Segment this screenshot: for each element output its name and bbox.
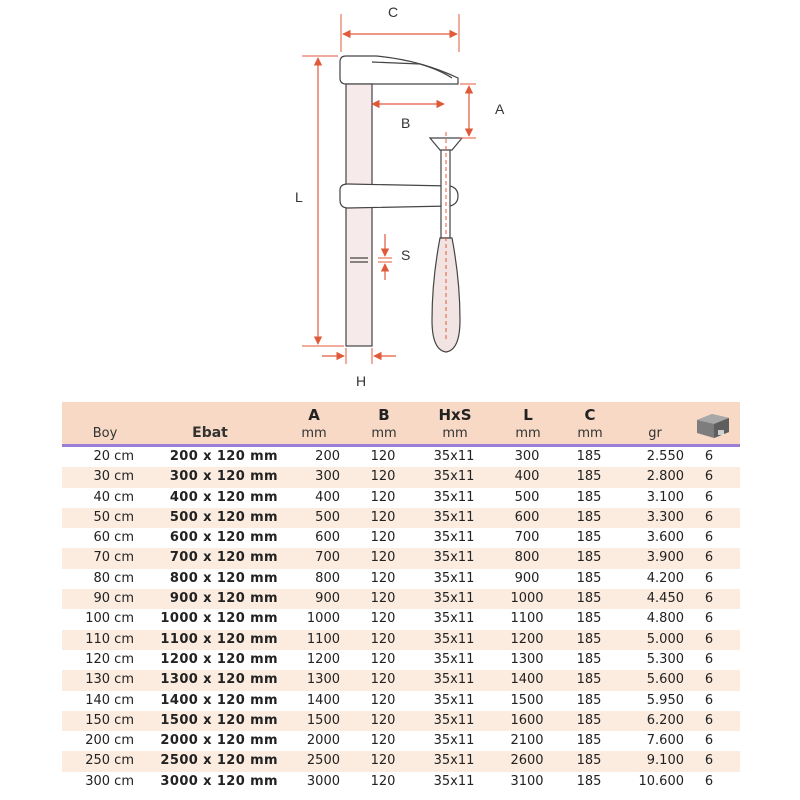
header-b-title: B bbox=[378, 406, 390, 424]
cell-hxs: 35x11 bbox=[433, 449, 475, 464]
cell-c: 185 bbox=[576, 672, 602, 688]
cell-l: 1500 bbox=[510, 692, 544, 708]
cell-c: 185 bbox=[576, 692, 602, 708]
cell-hxs: 35x11 bbox=[433, 530, 475, 546]
table-row bbox=[62, 548, 740, 568]
cell-boy: 20 cm bbox=[93, 449, 134, 464]
cell-l: 800 bbox=[514, 550, 540, 566]
cell-hxs: 35x11 bbox=[433, 651, 475, 667]
cell-gr: 7.600 bbox=[646, 733, 684, 749]
table-row bbox=[62, 589, 740, 609]
header-l-unit: mm bbox=[515, 426, 541, 441]
cell-ebat: 400 x 120 mm bbox=[169, 489, 278, 505]
cell-gr: 9.100 bbox=[646, 753, 684, 769]
cell-hxs: 35x11 bbox=[433, 631, 475, 647]
dimension-a bbox=[460, 84, 505, 138]
header-l bbox=[508, 406, 548, 443]
cell-b: 120 bbox=[370, 631, 396, 647]
cell-hxs: 35x11 bbox=[433, 570, 475, 586]
header-ebat bbox=[174, 406, 246, 443]
cell-b: 120 bbox=[370, 550, 396, 566]
cell-a: 1500 bbox=[306, 712, 340, 728]
label-c: C bbox=[388, 4, 399, 20]
cell-c: 185 bbox=[576, 530, 602, 546]
header-b-unit: mm bbox=[371, 426, 397, 441]
cell-boy: 70 cm bbox=[93, 550, 134, 566]
cell-a: 1100 bbox=[306, 631, 340, 647]
cell-l: 3100 bbox=[510, 773, 544, 789]
cell-box: 6 bbox=[704, 773, 714, 789]
label-b: B bbox=[401, 115, 411, 131]
cell-gr: 5.300 bbox=[646, 651, 684, 667]
cell-ebat: 300 x 120 mm bbox=[169, 469, 278, 485]
cell-b: 120 bbox=[370, 672, 396, 688]
table-body bbox=[62, 447, 740, 792]
header-gr bbox=[638, 406, 672, 443]
cell-l: 1300 bbox=[510, 651, 544, 667]
cell-c: 185 bbox=[576, 631, 602, 647]
cell-gr: 3.300 bbox=[646, 509, 684, 525]
cell-b: 120 bbox=[370, 712, 396, 728]
cell-boy: 300 cm bbox=[85, 773, 134, 789]
cell-box: 6 bbox=[704, 712, 714, 728]
header-gr-title bbox=[638, 406, 672, 424]
cell-hxs: 35x11 bbox=[433, 550, 475, 566]
cell-a: 200 bbox=[315, 449, 340, 464]
cell-b: 120 bbox=[370, 469, 396, 485]
cell-gr: 5.600 bbox=[646, 672, 684, 688]
table-row bbox=[62, 467, 740, 487]
cell-b: 120 bbox=[370, 753, 396, 769]
header-boy bbox=[80, 406, 130, 443]
cell-ebat: 900 x 120 mm bbox=[169, 591, 278, 607]
cell-hxs: 35x11 bbox=[433, 591, 475, 607]
cell-box: 6 bbox=[704, 672, 714, 688]
cell-l: 300 bbox=[514, 449, 540, 464]
header-ebat-title bbox=[174, 406, 246, 424]
cell-box: 6 bbox=[704, 570, 714, 586]
header-gr-unit: gr bbox=[648, 426, 662, 441]
cell-c: 185 bbox=[576, 773, 602, 789]
cell-a: 1400 bbox=[306, 692, 340, 708]
table-row bbox=[62, 772, 740, 792]
cell-a: 3000 bbox=[306, 773, 340, 789]
cell-l: 500 bbox=[514, 489, 540, 505]
cell-gr: 5.000 bbox=[646, 631, 684, 647]
cell-ebat: 1200 x 120 mm bbox=[160, 651, 278, 667]
table-row bbox=[62, 630, 740, 650]
cell-boy: 60 cm bbox=[93, 530, 134, 546]
cell-hxs: 35x11 bbox=[433, 672, 475, 688]
cell-a: 900 bbox=[315, 591, 340, 607]
cell-a: 2000 bbox=[306, 733, 340, 749]
cell-c: 185 bbox=[576, 489, 602, 505]
header-hxs-title: HxS bbox=[438, 406, 472, 424]
cell-a: 2500 bbox=[306, 753, 340, 769]
dimension-c bbox=[341, 4, 459, 52]
table-row bbox=[62, 447, 740, 467]
cell-ebat: 3000 x 120 mm bbox=[160, 773, 278, 789]
label-h: H bbox=[356, 373, 367, 389]
header-hxs-unit: mm bbox=[442, 426, 468, 441]
cell-boy: 250 cm bbox=[85, 753, 134, 769]
cell-box: 6 bbox=[704, 631, 714, 647]
cell-gr: 10.600 bbox=[638, 773, 684, 789]
header-c-title: C bbox=[584, 406, 596, 424]
cell-a: 500 bbox=[315, 509, 340, 525]
cell-l: 900 bbox=[514, 570, 540, 586]
cell-b: 120 bbox=[370, 611, 396, 627]
cell-c: 185 bbox=[576, 509, 602, 525]
cell-b: 120 bbox=[370, 509, 396, 525]
cell-c: 185 bbox=[576, 651, 602, 667]
cell-hxs: 35x11 bbox=[433, 611, 475, 627]
cell-ebat: 500 x 120 mm bbox=[169, 509, 278, 525]
cell-a: 600 bbox=[315, 530, 340, 546]
cell-a: 400 bbox=[315, 489, 340, 505]
cell-boy: 90 cm bbox=[93, 591, 134, 607]
cell-a: 800 bbox=[315, 570, 340, 586]
cell-a: 1000 bbox=[306, 611, 340, 627]
cell-b: 120 bbox=[370, 651, 396, 667]
cell-boy: 110 cm bbox=[85, 631, 134, 647]
cell-hxs: 35x11 bbox=[433, 773, 475, 789]
cell-boy: 200 cm bbox=[85, 733, 134, 749]
cell-boy: 30 cm bbox=[93, 469, 134, 485]
cell-hxs: 35x11 bbox=[433, 712, 475, 728]
cell-b: 120 bbox=[370, 570, 396, 586]
cell-c: 185 bbox=[576, 570, 602, 586]
cell-boy: 100 cm bbox=[85, 611, 134, 627]
cell-box: 6 bbox=[704, 651, 714, 667]
header-l-title: L bbox=[523, 406, 533, 424]
cell-box: 6 bbox=[704, 550, 714, 566]
cell-ebat: 600 x 120 mm bbox=[169, 530, 278, 546]
dimension-b bbox=[372, 104, 444, 131]
cell-hxs: 35x11 bbox=[433, 509, 475, 525]
table-row bbox=[62, 670, 740, 690]
cell-l: 600 bbox=[514, 509, 540, 525]
cell-hxs: 35x11 bbox=[433, 692, 475, 708]
table-row bbox=[62, 609, 740, 629]
cell-ebat: 2000 x 120 mm bbox=[160, 733, 278, 749]
cell-l: 1400 bbox=[510, 672, 544, 688]
clamp-outline bbox=[340, 56, 462, 352]
dimension-s bbox=[378, 234, 410, 280]
specification-table bbox=[62, 402, 740, 792]
cell-c: 185 bbox=[576, 469, 602, 485]
cell-c: 185 bbox=[576, 733, 602, 749]
header-boy-label: Boy bbox=[92, 426, 118, 441]
cell-b: 120 bbox=[370, 449, 396, 464]
cell-hxs: 35x11 bbox=[433, 753, 475, 769]
label-a: A bbox=[495, 101, 505, 117]
header-ebat-label: Ebat bbox=[192, 425, 228, 441]
label-l: L bbox=[295, 189, 303, 205]
cell-l: 1600 bbox=[510, 712, 544, 728]
cell-gr: 6.200 bbox=[646, 712, 684, 728]
package-box-icon bbox=[694, 408, 732, 440]
cell-c: 185 bbox=[576, 753, 602, 769]
cell-boy: 150 cm bbox=[85, 712, 134, 728]
cell-ebat: 700 x 120 mm bbox=[169, 550, 278, 566]
cell-l: 1100 bbox=[510, 611, 544, 627]
cell-ebat: 800 x 120 mm bbox=[169, 570, 278, 586]
cell-ebat: 2500 x 120 mm bbox=[160, 753, 278, 769]
cell-box: 6 bbox=[704, 509, 714, 525]
table-row bbox=[62, 650, 740, 670]
header-c bbox=[570, 406, 610, 443]
table-row bbox=[62, 711, 740, 731]
table-row bbox=[62, 569, 740, 589]
cell-gr: 2.550 bbox=[646, 449, 684, 464]
cell-gr: 4.200 bbox=[646, 570, 684, 586]
header-boy-title bbox=[80, 406, 130, 424]
cell-box: 6 bbox=[704, 530, 714, 546]
cell-gr: 3.600 bbox=[646, 530, 684, 546]
cell-gr: 5.950 bbox=[646, 692, 684, 708]
cell-l: 2600 bbox=[510, 753, 544, 769]
cell-box: 6 bbox=[704, 449, 714, 464]
cell-gr: 4.800 bbox=[646, 611, 684, 627]
cell-boy: 40 cm bbox=[93, 489, 134, 505]
cell-box: 6 bbox=[704, 489, 714, 505]
dimension-h bbox=[322, 348, 396, 389]
cell-l: 2100 bbox=[510, 733, 544, 749]
table-row bbox=[62, 691, 740, 711]
cell-b: 120 bbox=[370, 773, 396, 789]
header-b bbox=[364, 406, 404, 443]
cell-l: 1200 bbox=[510, 631, 544, 647]
cell-hxs: 35x11 bbox=[433, 489, 475, 505]
cell-boy: 130 cm bbox=[85, 672, 134, 688]
cell-box: 6 bbox=[704, 733, 714, 749]
cell-boy: 140 cm bbox=[85, 692, 134, 708]
cell-a: 300 bbox=[315, 469, 340, 485]
cell-b: 120 bbox=[370, 530, 396, 546]
cell-box: 6 bbox=[704, 692, 714, 708]
cell-ebat: 1100 x 120 mm bbox=[160, 631, 278, 647]
cell-box: 6 bbox=[704, 611, 714, 627]
cell-ebat: 1400 x 120 mm bbox=[160, 692, 278, 708]
cell-c: 185 bbox=[576, 712, 602, 728]
cell-hxs: 35x11 bbox=[433, 469, 475, 485]
cell-boy: 120 cm bbox=[85, 651, 134, 667]
cell-a: 700 bbox=[315, 550, 340, 566]
cell-box: 6 bbox=[704, 753, 714, 769]
cell-box: 6 bbox=[704, 591, 714, 607]
cell-b: 120 bbox=[370, 733, 396, 749]
cell-gr: 3.900 bbox=[646, 550, 684, 566]
cell-a: 1300 bbox=[306, 672, 340, 688]
cell-gr: 3.100 bbox=[646, 489, 684, 505]
cell-a: 1200 bbox=[306, 651, 340, 667]
cell-boy: 50 cm bbox=[93, 509, 134, 525]
cell-gr: 2.800 bbox=[646, 469, 684, 485]
label-s: S bbox=[401, 247, 411, 263]
cell-boy: 80 cm bbox=[93, 570, 134, 586]
cell-l: 400 bbox=[514, 469, 540, 485]
header-hxs bbox=[434, 406, 476, 443]
cell-gr: 4.450 bbox=[646, 591, 684, 607]
table-row bbox=[62, 731, 740, 751]
table-row bbox=[62, 488, 740, 508]
header-a bbox=[294, 406, 334, 443]
cell-c: 185 bbox=[576, 550, 602, 566]
header-a-title: A bbox=[308, 406, 320, 424]
cell-c: 185 bbox=[576, 591, 602, 607]
cell-hxs: 35x11 bbox=[433, 733, 475, 749]
header-c-unit: mm bbox=[577, 426, 603, 441]
cell-ebat: 1500 x 120 mm bbox=[160, 712, 278, 728]
table-header bbox=[62, 402, 740, 447]
cell-ebat: 200 x 120 mm bbox=[169, 449, 278, 464]
cell-l: 1000 bbox=[510, 591, 544, 607]
cell-c: 185 bbox=[576, 449, 602, 464]
cell-ebat: 1000 x 120 mm bbox=[160, 611, 278, 627]
header-a-unit: mm bbox=[301, 426, 327, 441]
cell-b: 120 bbox=[370, 591, 396, 607]
cell-b: 120 bbox=[370, 692, 396, 708]
cell-b: 120 bbox=[370, 489, 396, 505]
table-row bbox=[62, 528, 740, 548]
cell-c: 185 bbox=[576, 611, 602, 627]
dimension-l bbox=[295, 56, 344, 346]
table-row bbox=[62, 751, 740, 771]
table-row bbox=[62, 508, 740, 528]
cell-box: 6 bbox=[704, 469, 714, 485]
cell-ebat: 1300 x 120 mm bbox=[160, 672, 278, 688]
cell-l: 700 bbox=[514, 530, 540, 546]
